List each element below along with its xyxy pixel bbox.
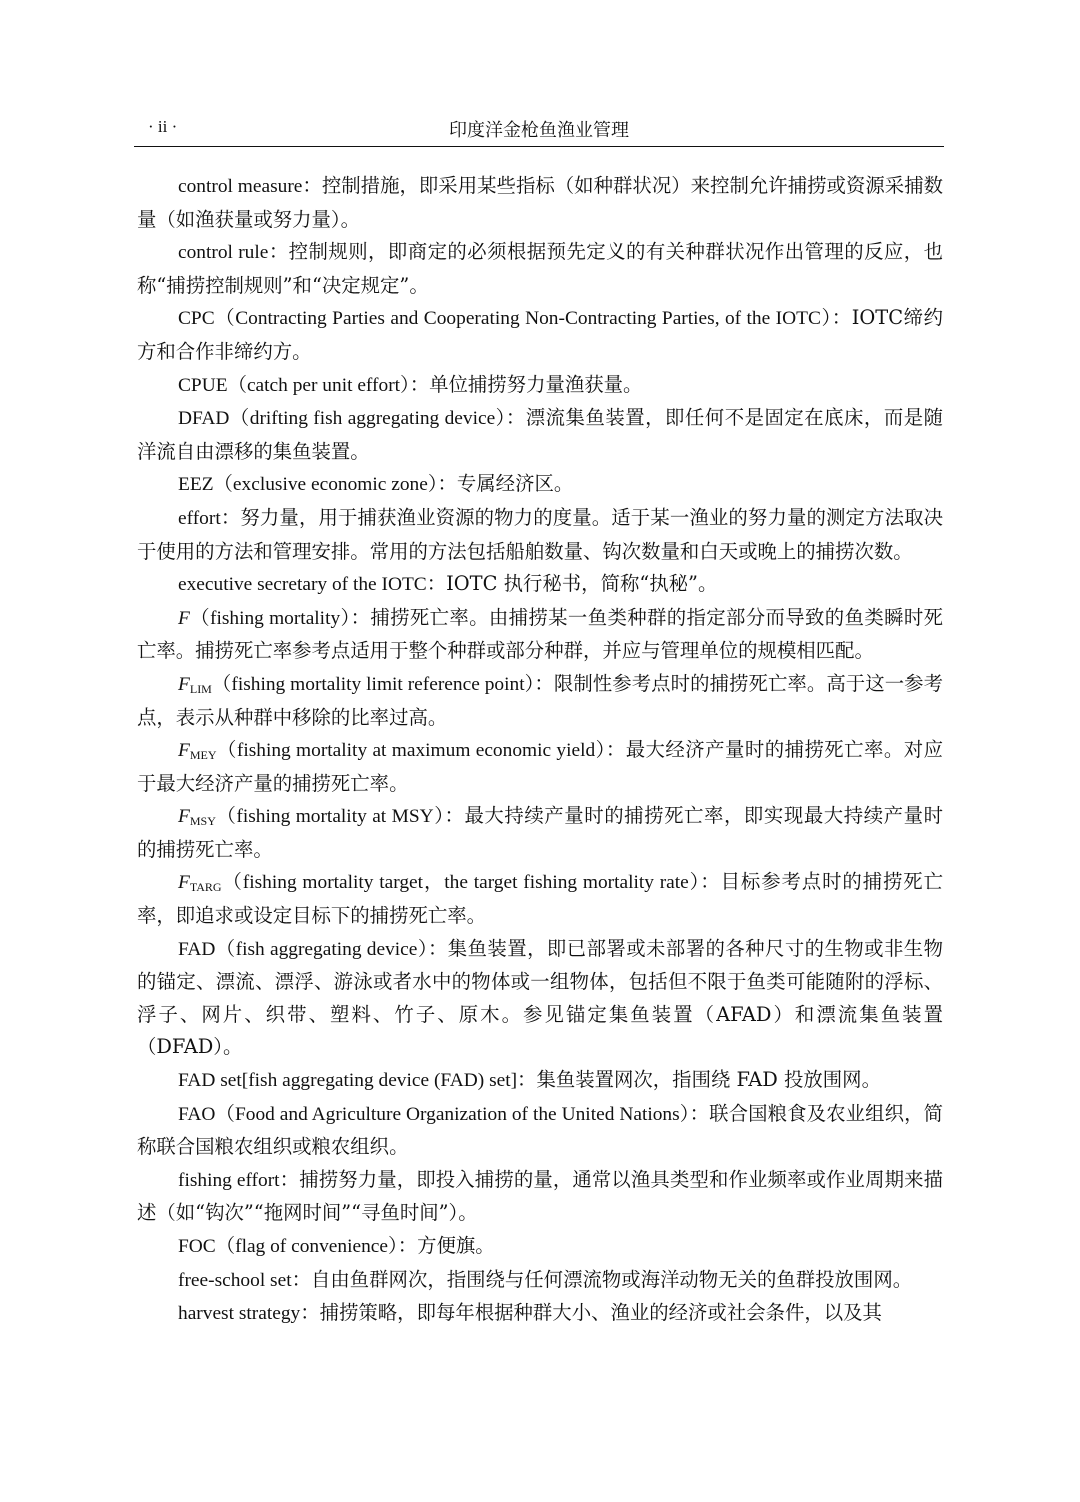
glossary-definition: 自由鱼群网次，指围绕与任何漂流物或海洋动物无关的鱼群投放围网。: [311, 1267, 913, 1291]
glossary-entry: [137, 602, 943, 668]
glossary-term: [178, 176, 322, 197]
term-label: EEZ（exclusive economic zone）：: [178, 474, 457, 496]
glossary-term: [178, 574, 446, 595]
glossary-definition: 联合国粮食及农业组织，简称联合国粮农组织或粮农组织。: [137, 1101, 944, 1159]
glossary-definition: IOTC 执行秘书，简称“执秘”。: [446, 572, 718, 596]
term-label: fishing effort：: [178, 1169, 300, 1191]
glossary-term: [178, 1104, 709, 1125]
term-label: DFAD（drifting fish aggregating device）：: [178, 408, 526, 430]
glossary-term: [178, 1270, 311, 1291]
glossary-term: [178, 674, 554, 695]
glossary-definition: 最大经济产量时的捕捞死亡率。对应于最大经济产量的捕捞死亡率。: [137, 738, 944, 795]
glossary-term: [178, 508, 240, 529]
glossary-term: [178, 474, 457, 495]
glossary-definition: 目标参考点时的捕捞死亡率，即追求或设定目标下的捕捞死亡率。: [137, 870, 943, 928]
glossary-entry: [137, 1064, 943, 1098]
glossary-entry: [137, 402, 943, 468]
glossary-entry: [137, 734, 943, 800]
term-subscript: TARG: [189, 880, 222, 895]
glossary-definition: 控制措施，即采用某些指标（如种群状况）来控制允许捕捞或资源采捕数量（如渔获量或努力量）。: [137, 174, 943, 231]
term-label: harvest strategy：: [178, 1303, 320, 1325]
running-title: 印度洋金枪鱼渔业管理: [449, 120, 629, 141]
glossary-entry: [137, 866, 943, 932]
term-label: free-school set：: [178, 1269, 311, 1291]
term-subscript: MEY: [189, 748, 217, 763]
running-header: [134, 114, 944, 147]
glossary-entry: [137, 170, 943, 236]
glossary-term: [178, 740, 626, 761]
glossary-entry: [137, 468, 943, 502]
glossary-term: [178, 608, 370, 629]
term-label: control rule：: [178, 242, 289, 264]
glossary-definition: 捕捞策略，即每年根据种群大小、渔业的经济或社会条件，以及其: [319, 1301, 882, 1325]
term-symbol: F: [178, 740, 190, 762]
term-label: （fishing mortality limit reference point）：: [211, 673, 554, 695]
term-label: FOC（flag of convenience）：: [178, 1236, 418, 1257]
term-label: （fishing mortality）：: [189, 607, 371, 629]
term-symbol: F: [178, 872, 190, 894]
glossary-term: [178, 1070, 536, 1091]
term-label: FAO（Food and Agriculture Organization of the United Nations）：: [178, 1103, 710, 1125]
glossary-term: [178, 872, 721, 893]
glossary-term: [178, 1170, 299, 1191]
term-symbol: F: [178, 607, 190, 629]
glossary-entry: [137, 568, 943, 602]
glossary-entry: [137, 236, 943, 302]
term-label: control measure：: [178, 176, 322, 197]
term-label: （fishing mortality target，the target fishing mortality rate）：: [221, 872, 721, 894]
glossary-term: [178, 242, 289, 263]
glossary-entry: [137, 1164, 943, 1230]
term-label: （fishing mortality at maximum economic yield）：: [216, 740, 626, 762]
glossary-body: [137, 170, 943, 1331]
glossary-entry: [137, 800, 943, 866]
glossary-entry: [137, 369, 943, 403]
glossary-definition: 控制规则，即商定的必须根据预先定义的有关种群状况作出管理的反应，也称“捕捞控制规则”和“决定规定”。: [137, 240, 944, 297]
glossary-term: [178, 308, 852, 329]
term-symbol: F: [178, 673, 190, 695]
glossary-entry: [137, 933, 943, 1064]
glossary-entry: [137, 1098, 943, 1164]
term-label: CPUE（catch per unit effort）：: [178, 374, 430, 396]
term-subscript: MSY: [189, 814, 216, 829]
glossary-definition: 漂流集鱼装置，即任何不是固定在底床，而是随洋流自由漂移的集鱼装置。: [137, 406, 944, 463]
glossary-term: [178, 375, 429, 396]
glossary-term: [178, 408, 526, 429]
glossary-definition: 单位捕捞努力量渔获量。: [429, 372, 643, 396]
glossary-entry: [137, 668, 943, 734]
term-label: CPC（Contracting Parties and Cooperating Non-Contracting Parties, of the IOTC）：: [178, 308, 852, 330]
glossary-term: [178, 1236, 417, 1257]
term-label: effort：: [178, 507, 241, 529]
term-label: executive secretary of the IOTC：: [178, 574, 447, 596]
term-subscript: LIM: [189, 681, 212, 696]
term-symbol: F: [178, 806, 190, 828]
term-label: FAD set[fish aggregating device (FAD) set]：: [178, 1070, 537, 1092]
glossary-term: [178, 806, 464, 827]
glossary-definition: 捕捞死亡率。由捕捞某一鱼类种群的指定部分而导致的鱼类瞬时死亡率。捕捞死亡率参考点适用于整个种群或部分种群，并应与管理单位的规模相匹配。: [137, 605, 943, 663]
term-label: （fishing mortality at MSY）：: [215, 806, 465, 828]
glossary-definition: 方便旗。: [417, 1234, 495, 1257]
page-number: · ii ·: [148, 117, 178, 136]
glossary-definition: 限制性参考点时的捕捞死亡率。高于这一参考点，表示从种群中移除的比率过高。: [137, 671, 944, 729]
glossary-entry: [137, 302, 943, 368]
glossary-definition: IOTC缔约方和合作非缔约方。: [137, 306, 944, 363]
glossary-definition: 集鱼装置网次，指围绕 FAD 投放围网。: [536, 1068, 881, 1092]
glossary-term: [178, 1303, 320, 1324]
glossary-entry: [137, 1297, 943, 1331]
glossary-definition: 专属经济区。: [456, 472, 574, 496]
glossary-entry: [137, 1264, 943, 1298]
glossary-definition: 集鱼装置，即已部署或未部署的各种尺寸的生物或非生物的锚定、漂流、漂浮、游泳或者水中的物体或一组物体，包括但不限于鱼类可能随附的浮标、浮子、网片、织带、塑料、竹子、原木。参见锚定集鱼装置（AFAD）和漂流集鱼装置（DFAD）。: [137, 936, 943, 1059]
glossary-term: [178, 939, 448, 960]
glossary-definition: 最大持续产量时的捕捞死亡率，即实现最大持续产量时的捕捞死亡率。: [137, 804, 943, 861]
glossary-entry: [137, 1230, 943, 1264]
glossary-definition: 捕捞努力量，即投入捕捞的量，通常以渔具类型和作业频率或作业周期来描述（如“钩次”“拖网时间”“寻鱼时间”）。: [137, 1167, 944, 1225]
glossary-definition: 努力量，用于捕获渔业资源的物力的度量。适于某一渔业的努力量的测定方法取决于使用的方法和管理安排。常用的方法包括船舶数量、钩次数量和白天或晚上的捕捞次数。: [137, 505, 944, 563]
term-label: FAD（fish aggregating device）：: [178, 938, 448, 960]
glossary-entry: [137, 502, 943, 568]
